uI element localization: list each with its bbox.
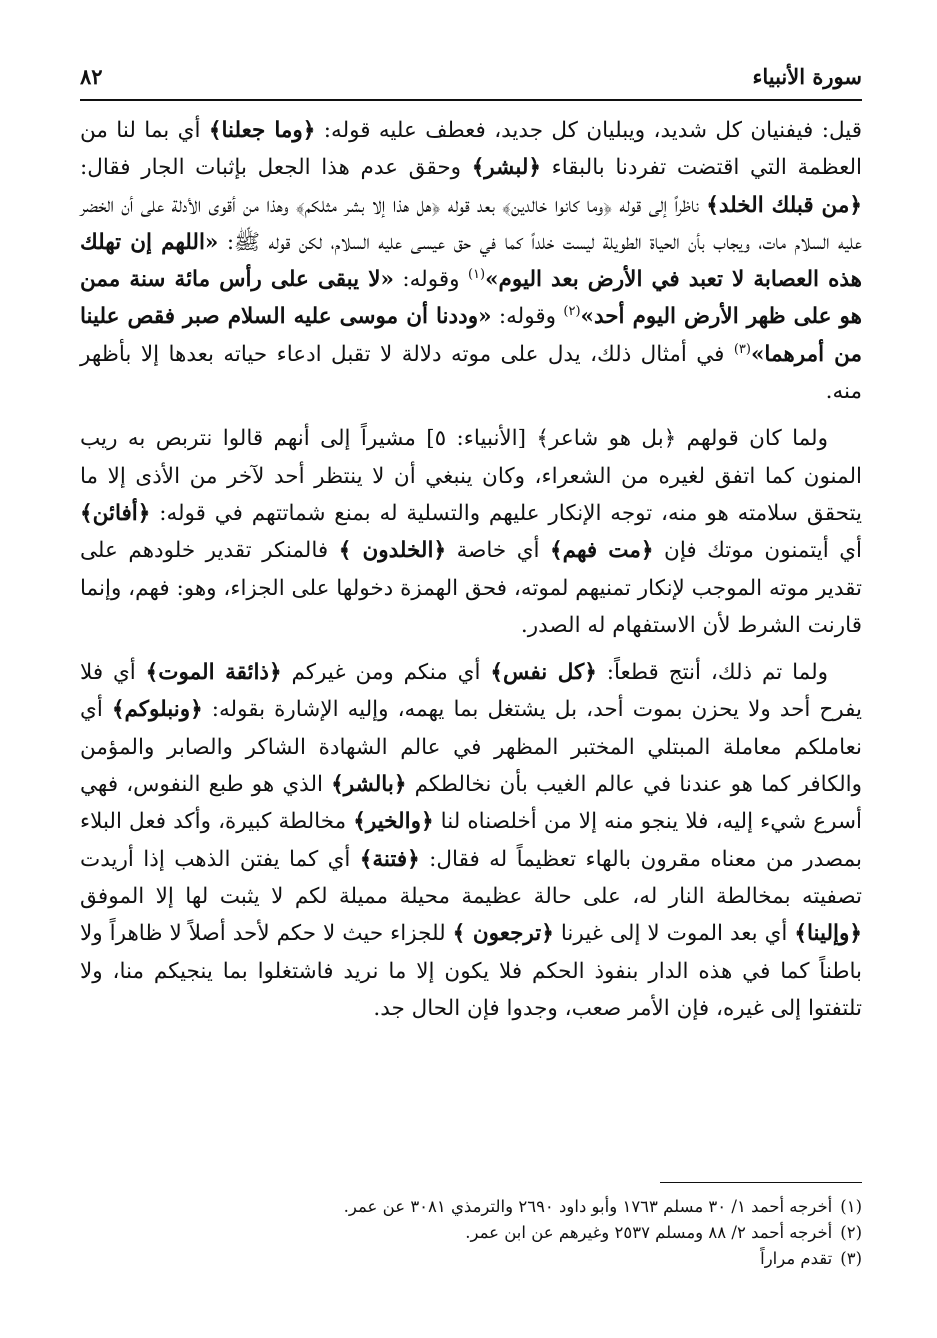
paragraph-3	[80, 654, 862, 1027]
text-run: ولما تم ذلك، أنتج قطعاً:	[596, 660, 829, 686]
footnote-text: أخرجه أحمد ٢/ ٨٨ ومسلم ٢٥٣٧ وغيرهم عن ابن عمر.	[465, 1223, 833, 1242]
hadith-quote: «لا يبقى على رأس مائة سنة ممن هو على ظهر الأرض اليوم أحد»	[80, 267, 862, 330]
footnote-ref: (٣)	[733, 341, 751, 357]
text-run: أي منكم ومن غيركم	[281, 660, 491, 686]
footnote-number: (١)	[840, 1197, 862, 1216]
quran-quote: ﴿أفائن﴾	[80, 500, 151, 526]
footnote-ref: (١)	[467, 267, 486, 283]
page-header	[80, 62, 862, 96]
quran-quote: ﴿والخير﴾	[353, 809, 434, 835]
footnote-number: (٣)	[840, 1249, 862, 1268]
footnote-rule	[660, 1182, 862, 1183]
main-text	[80, 112, 862, 1027]
footnote-2	[80, 1220, 862, 1246]
quran-quote: ﴿لبشر﴾	[471, 155, 541, 181]
footnote-text: أخرجه أحمد ١/ ٣٠ مسلم ١٧٦٣ وأبو داود ٢٦٩٠ والترمذي ٣٠٨١ عن عمر.	[343, 1197, 833, 1216]
text-run: وحقق عدم هذا الجعل بإثبات الجار فقال:	[80, 155, 472, 181]
text-run: أي خاصة	[446, 538, 551, 564]
text-run: الذي هو طبع النفوس، فهي أسرع شيء إليه، فلا ينجو منه إلا من أخلصناه لنا	[80, 772, 862, 835]
text-run: أي أيتمنون موتك فإن	[653, 538, 862, 564]
quran-quote: ﴿مت فهم﴾	[550, 538, 654, 564]
text-run: فالمنكر تقدير خلودهم على تقدير موته الموجب لإنكار تمنيهم لموته، فحق الهمزة دخولها على الجزاء، وهو: فهم، وإنما قارنت الشرط لأن الاستفهام له الصدر.	[80, 538, 862, 638]
footnote-number: (٢)	[840, 1223, 862, 1242]
quran-quote: ﴿وإلينا﴾	[794, 921, 863, 947]
text-run: وقوله:	[393, 267, 468, 293]
quran-quote: ﴿فتنة﴾	[359, 846, 420, 872]
hadith-quote: «اللهم إن تهلك هذه العصابة لا تعبد في الأرض بعد اليوم»	[80, 229, 862, 293]
text-run: أي بما لنا من العظمة التي اقتضت تفردنا بالبقاء	[80, 118, 863, 181]
text-run: قيل: فيفنيان كل شديد، ويبليان كل جديد، فعطف عليه قوله:	[315, 118, 863, 143]
footnote-text: تقدم مراراً	[760, 1249, 833, 1268]
text-run: أي بعد الموت لا إلى غيرنا	[553, 921, 795, 947]
surah-title: سورة الأنبياء	[752, 64, 862, 89]
text-run: ولما كان قولهم ﴿بل هو شاعر﴾ [الأنبياء: ٥] مشيراً إلى أنهم قالوا نتربص به ريب المنون كما اتفق لغيره من الشعراء، وكان ينبغي أن لا ينتظر أحد لآخر من الأذى إلا ما يتحقق سلامته هو منه، توجه الإنكار عليهم والتسلية له بمنع شماتتهم في قوله:	[80, 426, 862, 526]
quran-quote: ﴿وما جعلنا﴾	[208, 118, 316, 143]
paragraph-1	[80, 112, 862, 410]
hadith-quote: «وددنا أن موسى عليه السلام صبر فقص علينا من أمرهما»	[80, 304, 863, 367]
footnote-3	[80, 1246, 862, 1272]
quran-quote: ﴿ترجعون ﴾	[452, 921, 554, 947]
text-run: للجزاء حيث لا حكم لأحد أصلاً لا ظاهراً ولا باطناً كما في هذه الدار بنفوذ الحكم فلا يكون إلا ما نريد فاشتغلوا بما ينجيكم منا، ولا تلتفتوا إلى غيره، فإن الأمر صعب، وجدوا فإن الحال جد.	[80, 921, 862, 1021]
quran-quote: ﴿بالشر﴾	[331, 772, 407, 798]
quran-quote: ﴿كل نفس﴾	[490, 660, 597, 686]
quran-quote: ﴿الخلدون ﴾	[338, 538, 447, 564]
text-run: أي كما يفتن الذهب إذا أريدت تصفيته بمخالطة النار له، على حالة عظيمة محيلة مميلة لكم لا يثبت لها إلا الموفق	[80, 846, 862, 909]
paragraph-2	[80, 420, 862, 644]
page-number: ٨٢	[80, 64, 103, 89]
quran-quote: ﴿من قبلك الخلد﴾	[706, 192, 862, 218]
quran-quote: ﴿ذائقة الموت﴾	[145, 660, 282, 686]
footnotes	[80, 1194, 862, 1272]
header-rule	[80, 99, 862, 101]
quran-quote: ﴿ونبلوكم﴾	[111, 697, 203, 723]
text-run: ناظراً إلى قوله ﴿وما كانوا خالدين﴾ بعد قوله ﴿هل هذا إلا بشر مثلكم﴾ وهذا من أقوى الأدلة على أن الخضر عليه السلام مات، ويجاب بأن الحياة الطويلة ليست خلداً كما في حق عيسى عليه السلام، لكن قوله ﷺ:	[80, 192, 862, 255]
text-run: أي نعاملكم معاملة المبتلي المختبر المظهر في عالم الشهادة الشاكر والصابر والمؤمن والكافر كما هو عندنا في عالم الغيب بأن نخالطكم	[80, 697, 862, 798]
footnote-ref: (٢)	[563, 304, 581, 320]
text-run: وقوله:	[491, 304, 564, 330]
text-run: في أمثال ذلك، يدل على موته دلالة لا تقبل ادعاء حياته بعدها إلا بأظهر منه.	[80, 341, 862, 405]
footnote-1	[80, 1194, 862, 1220]
text-run: أي فلا يفرح أحد ولا يحزن بموت أحد، بل يشتغل بما يهمه، وإليه الإشارة بقوله:	[80, 660, 863, 723]
text-run: مخالطة كبيرة، وأكد فعل البلاء بمصدر من معناه مقرون بالهاء تعظيماً له فقال:	[80, 809, 862, 872]
